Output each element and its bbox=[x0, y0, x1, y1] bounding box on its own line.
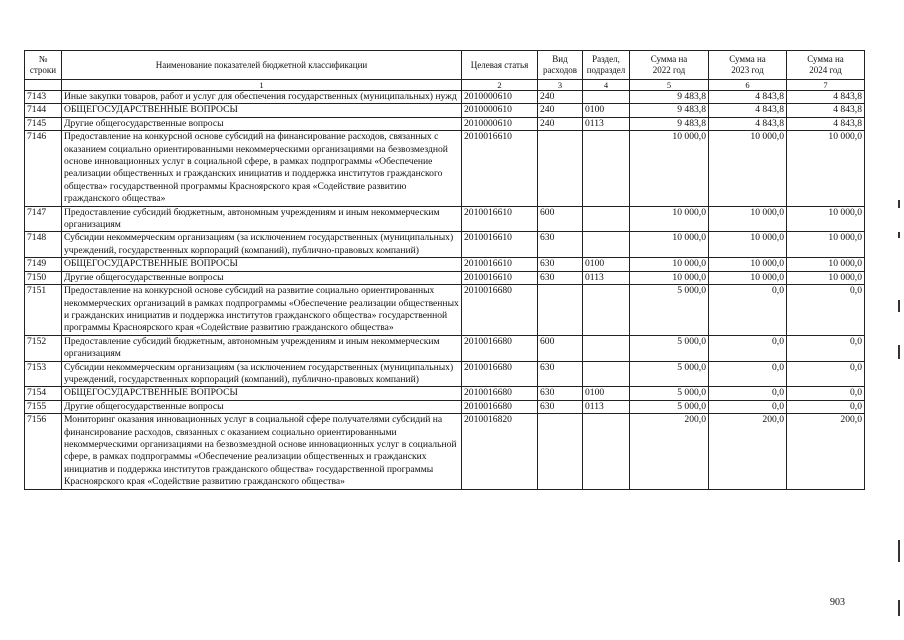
header-sum-2022: Сумма на 2022 год bbox=[630, 51, 709, 80]
row-target-article: 2010016610 bbox=[462, 206, 538, 232]
page-number: 903 bbox=[830, 597, 845, 608]
row-number: 7143 bbox=[25, 91, 62, 104]
row-section bbox=[583, 285, 630, 336]
table-row bbox=[25, 258, 865, 271]
table-row bbox=[25, 285, 865, 336]
row-name: Субсидии некоммерческим организациям (за исключением государственных (муниципальных) учреждений, государственных корпораций (компаний), публично-правовых компаний) bbox=[62, 232, 462, 258]
row-name: Другие общегосударственные вопросы bbox=[62, 271, 462, 284]
row-expense-type: 630 bbox=[538, 400, 583, 413]
row-sum-2023: 10 000,0 bbox=[709, 258, 787, 271]
row-expense-type: 630 bbox=[538, 258, 583, 271]
row-sum-2022: 10 000,0 bbox=[630, 258, 709, 271]
row-target-article: 2010000610 bbox=[462, 91, 538, 104]
row-expense-type bbox=[538, 414, 583, 489]
row-sum-2022: 10 000,0 bbox=[630, 131, 709, 206]
row-sum-2022: 200,0 bbox=[630, 414, 709, 489]
row-sum-2022: 5 000,0 bbox=[630, 285, 709, 336]
row-name: Другие общегосударственные вопросы bbox=[62, 117, 462, 130]
row-section: 0113 bbox=[583, 117, 630, 130]
row-section: 0100 bbox=[583, 387, 630, 400]
row-sum-2022: 5 000,0 bbox=[630, 387, 709, 400]
row-number: 7151 bbox=[25, 285, 62, 336]
row-target-article: 2010000610 bbox=[462, 117, 538, 130]
row-target-article: 2010016610 bbox=[462, 232, 538, 258]
row-name: Предоставление субсидий бюджетным, автономным учреждениям и иным некоммерческим организациям bbox=[62, 335, 462, 361]
row-sum-2024: 10 000,0 bbox=[787, 131, 865, 206]
column-number-cell: 7 bbox=[787, 80, 865, 91]
table-row bbox=[25, 91, 865, 104]
row-target-article: 2010016680 bbox=[462, 361, 538, 387]
row-number: 7144 bbox=[25, 104, 62, 117]
row-sum-2024: 0,0 bbox=[787, 285, 865, 336]
row-name: Предоставление на конкурсной основе субсидий на развитие социально ориентированных некоммерческих организаций в рамках подпрограммы «Обеспечение реализации общественных и гражданских инициатив и поддержка институтов гражданского общества» государственной программы Красноярского края «Содействие развитию гражданского общества» bbox=[62, 285, 462, 336]
row-sum-2023: 10 000,0 bbox=[709, 232, 787, 258]
column-number-row bbox=[25, 80, 865, 91]
header-vid: Вид расходов bbox=[538, 51, 583, 80]
scan-artifact-mark bbox=[898, 232, 900, 238]
header-row bbox=[25, 51, 865, 80]
row-sum-2024: 0,0 bbox=[787, 335, 865, 361]
row-target-article: 2010000610 bbox=[462, 104, 538, 117]
row-sum-2024: 10 000,0 bbox=[787, 258, 865, 271]
row-expense-type: 240 bbox=[538, 117, 583, 130]
row-sum-2023: 4 843,8 bbox=[709, 91, 787, 104]
row-sum-2024: 0,0 bbox=[787, 400, 865, 413]
column-number-cell bbox=[25, 80, 62, 91]
scan-artifact-mark bbox=[898, 345, 900, 359]
table-row bbox=[25, 232, 865, 258]
table-row bbox=[25, 335, 865, 361]
row-name: Предоставление на конкурсной основе субсидий на финансирование расходов, связанных с оказанием социально ориентированными некоммерческими организациями на безвозмездной основе инновационных услуг в социальной сфере, в рамках подпрограммы «Обеспечение реализации общественных и гражданских инициатив и поддержка институтов гражданского общества» государственной программы Красноярского края «Содействие развитию гражданского общества» bbox=[62, 131, 462, 206]
row-name: Другие общегосударственные вопросы bbox=[62, 400, 462, 413]
header-sum-2023: Сумма на 2023 год bbox=[709, 51, 787, 80]
row-number: 7145 bbox=[25, 117, 62, 130]
table-row bbox=[25, 206, 865, 232]
row-sum-2023: 4 843,8 bbox=[709, 104, 787, 117]
row-expense-type: 240 bbox=[538, 104, 583, 117]
row-name: Субсидии некоммерческим организациям (за исключением государственных (муниципальных) учреждений, государственных корпораций (компаний), публично-правовых компаний) bbox=[62, 361, 462, 387]
table-row bbox=[25, 117, 865, 130]
scan-artifact-mark bbox=[898, 540, 900, 562]
row-name: Иные закупки товаров, работ и услуг для обеспечения государственных (муниципальных) нужд bbox=[62, 91, 462, 104]
row-name: Мониторинг оказания инновационных услуг в социальной сфере получателями субсидий на финансирование расходов, связанных с оказанием социально ориентированными некоммерческими организациями на безвозмездной основе инновационных услуг в социальной сфере, в рамках подпрограммы «Обеспечение реализации общественных и гражданских инициатив и поддержка институтов гражданского общества» государственной программы Красноярского края «Содействие развитию гражданского общества» bbox=[62, 414, 462, 489]
row-sum-2022: 5 000,0 bbox=[630, 400, 709, 413]
row-sum-2023: 0,0 bbox=[709, 400, 787, 413]
row-target-article: 2010016820 bbox=[462, 414, 538, 489]
row-name: ОБЩЕГОСУДАРСТВЕННЫЕ ВОПРОСЫ bbox=[62, 387, 462, 400]
column-number-cell: 1 bbox=[62, 80, 462, 91]
row-section bbox=[583, 361, 630, 387]
row-sum-2023: 10 000,0 bbox=[709, 206, 787, 232]
row-target-article: 2010016680 bbox=[462, 387, 538, 400]
row-expense-type: 630 bbox=[538, 387, 583, 400]
row-number: 7156 bbox=[25, 414, 62, 489]
budget-table bbox=[24, 50, 865, 490]
row-sum-2024: 4 843,8 bbox=[787, 91, 865, 104]
row-sum-2022: 10 000,0 bbox=[630, 232, 709, 258]
table-row bbox=[25, 104, 865, 117]
table-row bbox=[25, 400, 865, 413]
column-number-cell: 4 bbox=[583, 80, 630, 91]
header-name: Наименование показателей бюджетной классификации bbox=[62, 51, 462, 80]
table-row bbox=[25, 387, 865, 400]
row-expense-type: 240 bbox=[538, 91, 583, 104]
row-sum-2023: 10 000,0 bbox=[709, 271, 787, 284]
row-name: ОБЩЕГОСУДАРСТВЕННЫЕ ВОПРОСЫ bbox=[62, 258, 462, 271]
table-row bbox=[25, 131, 865, 206]
row-section: 0100 bbox=[583, 104, 630, 117]
scan-artifact-mark bbox=[898, 600, 900, 616]
row-target-article: 2010016610 bbox=[462, 271, 538, 284]
row-target-article: 2010016680 bbox=[462, 335, 538, 361]
header-sum-2024: Сумма на 2024 год bbox=[787, 51, 865, 80]
row-sum-2024: 0,0 bbox=[787, 361, 865, 387]
row-sum-2023: 10 000,0 bbox=[709, 131, 787, 206]
row-number: 7148 bbox=[25, 232, 62, 258]
row-sum-2023: 4 843,8 bbox=[709, 117, 787, 130]
row-number: 7147 bbox=[25, 206, 62, 232]
row-sum-2023: 0,0 bbox=[709, 361, 787, 387]
row-sum-2024: 4 843,8 bbox=[787, 117, 865, 130]
row-number: 7150 bbox=[25, 271, 62, 284]
row-section bbox=[583, 206, 630, 232]
header-num: № строки bbox=[25, 51, 62, 80]
row-sum-2024: 200,0 bbox=[787, 414, 865, 489]
row-section bbox=[583, 91, 630, 104]
row-number: 7153 bbox=[25, 361, 62, 387]
column-number-cell: 5 bbox=[630, 80, 709, 91]
row-name: ОБЩЕГОСУДАРСТВЕННЫЕ ВОПРОСЫ bbox=[62, 104, 462, 117]
table-row bbox=[25, 414, 865, 489]
column-number-cell: 2 bbox=[462, 80, 538, 91]
row-sum-2022: 9 483,8 bbox=[630, 117, 709, 130]
scan-artifact-mark bbox=[898, 200, 900, 208]
row-section bbox=[583, 232, 630, 258]
header-code: Целевая статья bbox=[462, 51, 538, 80]
row-number: 7155 bbox=[25, 400, 62, 413]
row-expense-type: 600 bbox=[538, 335, 583, 361]
row-expense-type: 630 bbox=[538, 361, 583, 387]
scan-artifact-mark bbox=[898, 300, 900, 312]
row-section: 0113 bbox=[583, 271, 630, 284]
row-number: 7149 bbox=[25, 258, 62, 271]
row-sum-2023: 0,0 bbox=[709, 335, 787, 361]
row-section bbox=[583, 335, 630, 361]
row-section: 0100 bbox=[583, 258, 630, 271]
row-sum-2022: 5 000,0 bbox=[630, 335, 709, 361]
row-sum-2024: 10 000,0 bbox=[787, 232, 865, 258]
table-row bbox=[25, 361, 865, 387]
row-number: 7152 bbox=[25, 335, 62, 361]
row-sum-2022: 9 483,8 bbox=[630, 91, 709, 104]
header-razd: Раздел, подраздел bbox=[583, 51, 630, 80]
row-expense-type: 630 bbox=[538, 271, 583, 284]
row-target-article: 2010016680 bbox=[462, 400, 538, 413]
row-name: Предоставление субсидий бюджетным, автономным учреждениям и иным некоммерческим организациям bbox=[62, 206, 462, 232]
row-section: 0113 bbox=[583, 400, 630, 413]
row-sum-2024: 10 000,0 bbox=[787, 271, 865, 284]
table-row bbox=[25, 271, 865, 284]
row-sum-2022: 5 000,0 bbox=[630, 361, 709, 387]
row-number: 7154 bbox=[25, 387, 62, 400]
row-expense-type: 630 bbox=[538, 232, 583, 258]
row-sum-2023: 200,0 bbox=[709, 414, 787, 489]
row-expense-type: 600 bbox=[538, 206, 583, 232]
row-target-article: 2010016610 bbox=[462, 131, 538, 206]
row-sum-2024: 10 000,0 bbox=[787, 206, 865, 232]
row-sum-2022: 9 483,8 bbox=[630, 104, 709, 117]
row-section bbox=[583, 131, 630, 206]
row-sum-2023: 0,0 bbox=[709, 387, 787, 400]
row-sum-2023: 0,0 bbox=[709, 285, 787, 336]
row-expense-type bbox=[538, 131, 583, 206]
row-sum-2024: 0,0 bbox=[787, 387, 865, 400]
row-sum-2022: 10 000,0 bbox=[630, 271, 709, 284]
row-number: 7146 bbox=[25, 131, 62, 206]
column-number-cell: 3 bbox=[538, 80, 583, 91]
row-target-article: 2010016680 bbox=[462, 285, 538, 336]
row-sum-2024: 4 843,8 bbox=[787, 104, 865, 117]
row-target-article: 2010016610 bbox=[462, 258, 538, 271]
column-number-cell: 6 bbox=[709, 80, 787, 91]
row-section bbox=[583, 414, 630, 489]
row-expense-type bbox=[538, 285, 583, 336]
row-sum-2022: 10 000,0 bbox=[630, 206, 709, 232]
